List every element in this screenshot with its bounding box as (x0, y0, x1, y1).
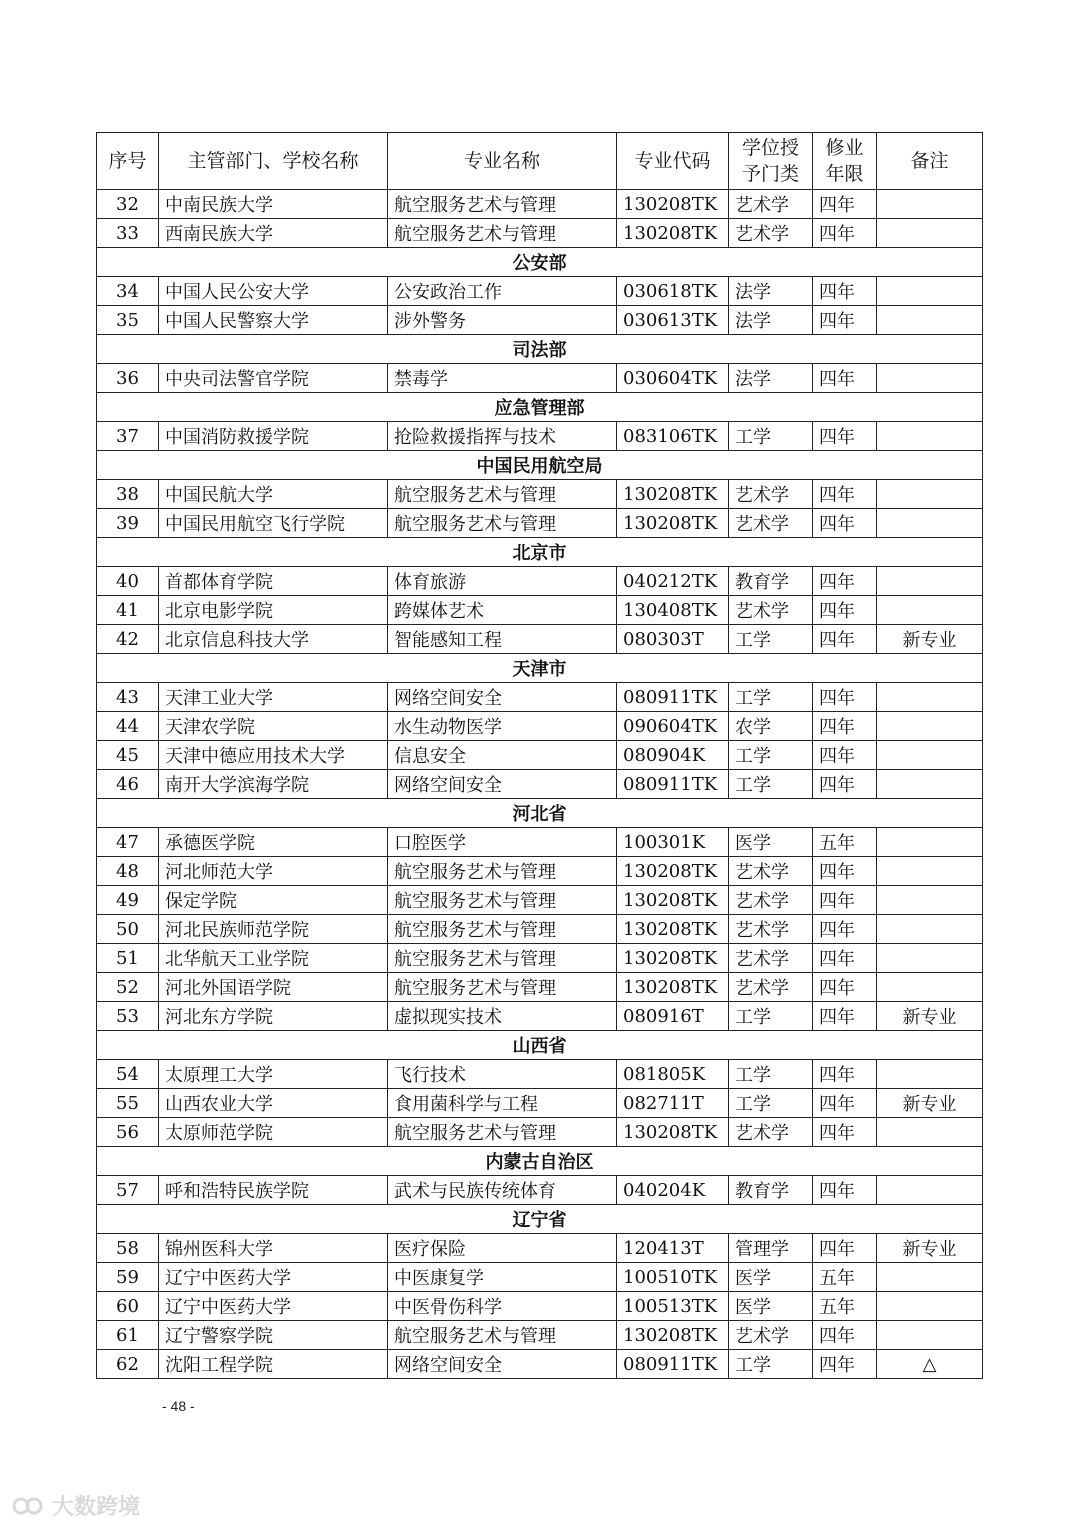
table-header-row (97, 133, 983, 190)
cell-note (877, 480, 983, 509)
table-row (97, 1118, 983, 1147)
cell-duration: 四年 (813, 1060, 877, 1089)
group-header-row (97, 1205, 983, 1234)
cell-note: 新专业 (877, 1002, 983, 1031)
cell-code: 130208TK (617, 944, 729, 973)
cell-school: 河北民族师范学院 (159, 915, 388, 944)
cell-code: 030604TK (617, 364, 729, 393)
table-row (97, 364, 983, 393)
cell-no: 54 (97, 1060, 159, 1089)
header-code: 专业代码 (617, 133, 729, 190)
cell-note (877, 190, 983, 219)
cell-duration: 四年 (813, 1234, 877, 1263)
cell-degree: 艺术学 (729, 596, 813, 625)
cell-code: 040212TK (617, 567, 729, 596)
cell-degree: 工学 (729, 625, 813, 654)
cell-duration: 四年 (813, 1118, 877, 1147)
group-label: 天津市 (97, 654, 983, 683)
table-body (97, 190, 983, 1379)
watermark-logo-icon (12, 1494, 46, 1518)
cell-code: 081805K (617, 1060, 729, 1089)
cell-major: 武术与民族传统体育 (388, 1176, 617, 1205)
cell-degree: 医学 (729, 828, 813, 857)
cell-duration: 四年 (813, 190, 877, 219)
cell-major: 食用菌科学与工程 (388, 1089, 617, 1118)
table-row (97, 1292, 983, 1321)
table-row (97, 712, 983, 741)
cell-degree: 艺术学 (729, 1321, 813, 1350)
cell-degree: 工学 (729, 1002, 813, 1031)
cell-school: 中国民航大学 (159, 480, 388, 509)
cell-duration: 四年 (813, 712, 877, 741)
group-label: 河北省 (97, 799, 983, 828)
cell-duration: 四年 (813, 944, 877, 973)
cell-major: 网络空间安全 (388, 683, 617, 712)
cell-degree: 工学 (729, 770, 813, 799)
cell-code: 080911TK (617, 683, 729, 712)
cell-note (877, 1321, 983, 1350)
cell-major: 禁毒学 (388, 364, 617, 393)
table-row (97, 1089, 983, 1118)
table-row (97, 1263, 983, 1292)
cell-code: 082711T (617, 1089, 729, 1118)
cell-degree: 艺术学 (729, 190, 813, 219)
table-row (97, 1176, 983, 1205)
group-header-row (97, 799, 983, 828)
table-row (97, 190, 983, 219)
cell-school: 中国人民警察大学 (159, 306, 388, 335)
cell-note (877, 683, 983, 712)
table-row (97, 422, 983, 451)
cell-degree: 农学 (729, 712, 813, 741)
cell-note: 新专业 (877, 625, 983, 654)
cell-school: 沈阳工程学院 (159, 1350, 388, 1379)
cell-no: 48 (97, 857, 159, 886)
cell-no: 43 (97, 683, 159, 712)
cell-note (877, 828, 983, 857)
cell-no: 51 (97, 944, 159, 973)
cell-code: 130208TK (617, 886, 729, 915)
cell-school: 中国人民公安大学 (159, 277, 388, 306)
cell-major: 抢险救援指挥与技术 (388, 422, 617, 451)
cell-note (877, 277, 983, 306)
cell-major: 信息安全 (388, 741, 617, 770)
cell-no: 46 (97, 770, 159, 799)
cell-degree: 教育学 (729, 567, 813, 596)
cell-major: 跨媒体艺术 (388, 596, 617, 625)
cell-duration: 四年 (813, 306, 877, 335)
table-row (97, 596, 983, 625)
cell-duration: 四年 (813, 625, 877, 654)
header-major: 专业名称 (388, 133, 617, 190)
cell-no: 38 (97, 480, 159, 509)
cell-school: 南开大学滨海学院 (159, 770, 388, 799)
cell-code: 100513TK (617, 1292, 729, 1321)
cell-major: 中医骨伤科学 (388, 1292, 617, 1321)
table-row (97, 1321, 983, 1350)
cell-no: 52 (97, 973, 159, 1002)
cell-major: 飞行技术 (388, 1060, 617, 1089)
cell-note (877, 770, 983, 799)
cell-degree: 艺术学 (729, 480, 813, 509)
cell-school: 呼和浩特民族学院 (159, 1176, 388, 1205)
cell-duration: 四年 (813, 1321, 877, 1350)
cell-duration: 四年 (813, 886, 877, 915)
cell-no: 53 (97, 1002, 159, 1031)
group-header-row (97, 248, 983, 277)
cell-no: 55 (97, 1089, 159, 1118)
cell-duration: 四年 (813, 683, 877, 712)
group-label: 司法部 (97, 335, 983, 364)
table-row (97, 944, 983, 973)
cell-note (877, 944, 983, 973)
cell-no: 44 (97, 712, 159, 741)
watermark-text: 大数跨境 (52, 1495, 141, 1520)
cell-duration: 四年 (813, 277, 877, 306)
cell-no: 42 (97, 625, 159, 654)
cell-degree: 工学 (729, 422, 813, 451)
cell-degree: 医学 (729, 1263, 813, 1292)
cell-school: 中央司法警官学院 (159, 364, 388, 393)
cell-degree: 艺术学 (729, 1118, 813, 1147)
cell-degree: 艺术学 (729, 886, 813, 915)
cell-duration: 四年 (813, 915, 877, 944)
cell-note (877, 219, 983, 248)
header-no: 序号 (97, 133, 159, 190)
cell-degree: 艺术学 (729, 509, 813, 538)
cell-degree: 艺术学 (729, 915, 813, 944)
group-header-row (97, 393, 983, 422)
cell-code: 130208TK (617, 1118, 729, 1147)
table-row (97, 973, 983, 1002)
cell-no: 34 (97, 277, 159, 306)
cell-no: 45 (97, 741, 159, 770)
cell-school: 保定学院 (159, 886, 388, 915)
cell-degree: 医学 (729, 1292, 813, 1321)
header-duration (813, 133, 877, 190)
cell-no: 41 (97, 596, 159, 625)
cell-duration: 四年 (813, 1089, 877, 1118)
table-row (97, 683, 983, 712)
cell-note (877, 1060, 983, 1089)
cell-duration: 五年 (813, 1263, 877, 1292)
cell-major: 航空服务艺术与管理 (388, 886, 617, 915)
cell-duration: 四年 (813, 741, 877, 770)
cell-no: 33 (97, 219, 159, 248)
cell-no: 58 (97, 1234, 159, 1263)
cell-school: 辽宁中医药大学 (159, 1263, 388, 1292)
cell-no: 47 (97, 828, 159, 857)
watermark (12, 1490, 140, 1521)
cell-school: 河北东方学院 (159, 1002, 388, 1031)
cell-school: 承德医学院 (159, 828, 388, 857)
cell-degree: 艺术学 (729, 944, 813, 973)
cell-school: 太原理工大学 (159, 1060, 388, 1089)
cell-school: 山西农业大学 (159, 1089, 388, 1118)
cell-duration: 四年 (813, 1176, 877, 1205)
group-header-row (97, 451, 983, 480)
cell-degree: 法学 (729, 306, 813, 335)
table-row (97, 480, 983, 509)
cell-code: 080303T (617, 625, 729, 654)
page-number: - 48 - (162, 1398, 195, 1414)
cell-major: 中医康复学 (388, 1263, 617, 1292)
cell-code: 100510TK (617, 1263, 729, 1292)
cell-major: 航空服务艺术与管理 (388, 944, 617, 973)
cell-school: 中南民族大学 (159, 190, 388, 219)
cell-no: 56 (97, 1118, 159, 1147)
table-row (97, 1002, 983, 1031)
header-duration-line1: 修业 (825, 137, 864, 159)
group-label: 内蒙古自治区 (97, 1147, 983, 1176)
cell-duration: 四年 (813, 596, 877, 625)
cell-school: 辽宁中医药大学 (159, 1292, 388, 1321)
cell-major: 虚拟现实技术 (388, 1002, 617, 1031)
cell-no: 40 (97, 567, 159, 596)
cell-note (877, 596, 983, 625)
table-row (97, 277, 983, 306)
cell-school: 太原师范学院 (159, 1118, 388, 1147)
table-row (97, 886, 983, 915)
group-label: 公安部 (97, 248, 983, 277)
table-row (97, 306, 983, 335)
cell-code: 130208TK (617, 480, 729, 509)
cell-major: 智能感知工程 (388, 625, 617, 654)
group-header-row (97, 538, 983, 567)
table-row (97, 219, 983, 248)
cell-duration: 四年 (813, 1002, 877, 1031)
cell-code: 080911TK (617, 1350, 729, 1379)
cell-code: 130208TK (617, 857, 729, 886)
table-row (97, 857, 983, 886)
cell-school: 北京电影学院 (159, 596, 388, 625)
cell-note: 新专业 (877, 1234, 983, 1263)
table-row (97, 1234, 983, 1263)
cell-code: 130208TK (617, 190, 729, 219)
table-row (97, 1350, 983, 1379)
cell-note (877, 973, 983, 1002)
cell-school: 北华航天工业学院 (159, 944, 388, 973)
table-row (97, 509, 983, 538)
cell-school: 中国消防救援学院 (159, 422, 388, 451)
cell-school: 天津中德应用技术大学 (159, 741, 388, 770)
cell-note (877, 422, 983, 451)
cell-code: 130208TK (617, 1321, 729, 1350)
cell-code: 130208TK (617, 509, 729, 538)
cell-note (877, 509, 983, 538)
group-header-row (97, 1031, 983, 1060)
cell-duration: 四年 (813, 1350, 877, 1379)
cell-no: 62 (97, 1350, 159, 1379)
cell-major: 航空服务艺术与管理 (388, 1118, 617, 1147)
header-degree-line2: 予门类 (741, 163, 799, 185)
cell-duration: 四年 (813, 973, 877, 1002)
cell-note (877, 1263, 983, 1292)
cell-no: 35 (97, 306, 159, 335)
table-row (97, 915, 983, 944)
header-degree (729, 133, 813, 190)
group-label: 应急管理部 (97, 393, 983, 422)
cell-duration: 四年 (813, 480, 877, 509)
cell-code: 080904K (617, 741, 729, 770)
cell-major: 航空服务艺术与管理 (388, 1321, 617, 1350)
cell-duration: 四年 (813, 567, 877, 596)
cell-major: 航空服务艺术与管理 (388, 973, 617, 1002)
cell-duration: 四年 (813, 857, 877, 886)
cell-duration: 四年 (813, 364, 877, 393)
header-duration-line2: 年限 (825, 163, 864, 185)
cell-degree: 工学 (729, 1089, 813, 1118)
cell-code: 080916T (617, 1002, 729, 1031)
cell-major: 航空服务艺术与管理 (388, 509, 617, 538)
cell-no: 37 (97, 422, 159, 451)
cell-school: 河北外国语学院 (159, 973, 388, 1002)
cell-code: 130208TK (617, 915, 729, 944)
table-row (97, 828, 983, 857)
cell-duration: 四年 (813, 770, 877, 799)
cell-note (877, 886, 983, 915)
cell-note (877, 1292, 983, 1321)
cell-major: 公安政治工作 (388, 277, 617, 306)
cell-school: 西南民族大学 (159, 219, 388, 248)
cell-no: 49 (97, 886, 159, 915)
group-header-row (97, 335, 983, 364)
cell-code: 040204K (617, 1176, 729, 1205)
cell-duration: 五年 (813, 1292, 877, 1321)
cell-code: 083106TK (617, 422, 729, 451)
cell-code: 120413T (617, 1234, 729, 1263)
cell-code: 030618TK (617, 277, 729, 306)
cell-school: 北京信息科技大学 (159, 625, 388, 654)
cell-major: 航空服务艺术与管理 (388, 857, 617, 886)
cell-no: 50 (97, 915, 159, 944)
cell-note (877, 915, 983, 944)
cell-school: 河北师范大学 (159, 857, 388, 886)
cell-note (877, 306, 983, 335)
table-row (97, 770, 983, 799)
header-degree-line1: 学位授 (741, 137, 799, 159)
cell-major: 航空服务艺术与管理 (388, 480, 617, 509)
header-school: 主管部门、学校名称 (159, 133, 388, 190)
cell-major: 涉外警务 (388, 306, 617, 335)
group-label: 辽宁省 (97, 1205, 983, 1234)
cell-degree: 艺术学 (729, 973, 813, 1002)
group-header-row (97, 654, 983, 683)
cell-duration: 四年 (813, 509, 877, 538)
cell-degree: 管理学 (729, 1234, 813, 1263)
cell-note (877, 712, 983, 741)
cell-code: 130208TK (617, 973, 729, 1002)
cell-note (877, 741, 983, 770)
table-row (97, 567, 983, 596)
cell-school: 辽宁警察学院 (159, 1321, 388, 1350)
cell-degree: 工学 (729, 1350, 813, 1379)
cell-major: 航空服务艺术与管理 (388, 190, 617, 219)
cell-note (877, 1118, 983, 1147)
cell-no: 32 (97, 190, 159, 219)
group-label: 北京市 (97, 538, 983, 567)
cell-degree: 艺术学 (729, 219, 813, 248)
cell-note (877, 567, 983, 596)
group-label: 山西省 (97, 1031, 983, 1060)
group-header-row (97, 1147, 983, 1176)
header-note: 备注 (877, 133, 983, 190)
cell-code: 090604TK (617, 712, 729, 741)
table-row (97, 741, 983, 770)
cell-code: 080911TK (617, 770, 729, 799)
cell-major: 航空服务艺术与管理 (388, 915, 617, 944)
cell-no: 36 (97, 364, 159, 393)
cell-no: 60 (97, 1292, 159, 1321)
majors-table (96, 132, 983, 1379)
cell-degree: 艺术学 (729, 857, 813, 886)
cell-no: 57 (97, 1176, 159, 1205)
cell-note (877, 1176, 983, 1205)
cell-major: 水生动物医学 (388, 712, 617, 741)
cell-code: 130208TK (617, 219, 729, 248)
cell-duration: 四年 (813, 422, 877, 451)
cell-major: 网络空间安全 (388, 770, 617, 799)
cell-degree: 工学 (729, 741, 813, 770)
cell-code: 030613TK (617, 306, 729, 335)
cell-no: 39 (97, 509, 159, 538)
cell-major: 医疗保险 (388, 1234, 617, 1263)
cell-note (877, 364, 983, 393)
cell-no: 61 (97, 1321, 159, 1350)
cell-major: 体育旅游 (388, 567, 617, 596)
cell-duration: 四年 (813, 219, 877, 248)
cell-major: 口腔医学 (388, 828, 617, 857)
cell-degree: 法学 (729, 364, 813, 393)
cell-major: 网络空间安全 (388, 1350, 617, 1379)
cell-school: 中国民用航空飞行学院 (159, 509, 388, 538)
table-row (97, 1060, 983, 1089)
group-label: 中国民用航空局 (97, 451, 983, 480)
cell-note (877, 857, 983, 886)
cell-duration: 五年 (813, 828, 877, 857)
cell-school: 锦州医科大学 (159, 1234, 388, 1263)
cell-school: 天津农学院 (159, 712, 388, 741)
cell-major: 航空服务艺术与管理 (388, 219, 617, 248)
cell-degree: 工学 (729, 1060, 813, 1089)
cell-code: 100301K (617, 828, 729, 857)
cell-code: 130408TK (617, 596, 729, 625)
cell-no: 59 (97, 1263, 159, 1292)
cell-degree: 工学 (729, 683, 813, 712)
table-row (97, 625, 983, 654)
cell-note: △ (877, 1350, 983, 1379)
cell-school: 天津工业大学 (159, 683, 388, 712)
cell-note: 新专业 (877, 1089, 983, 1118)
cell-degree: 教育学 (729, 1176, 813, 1205)
cell-school: 首都体育学院 (159, 567, 388, 596)
cell-degree: 法学 (729, 277, 813, 306)
